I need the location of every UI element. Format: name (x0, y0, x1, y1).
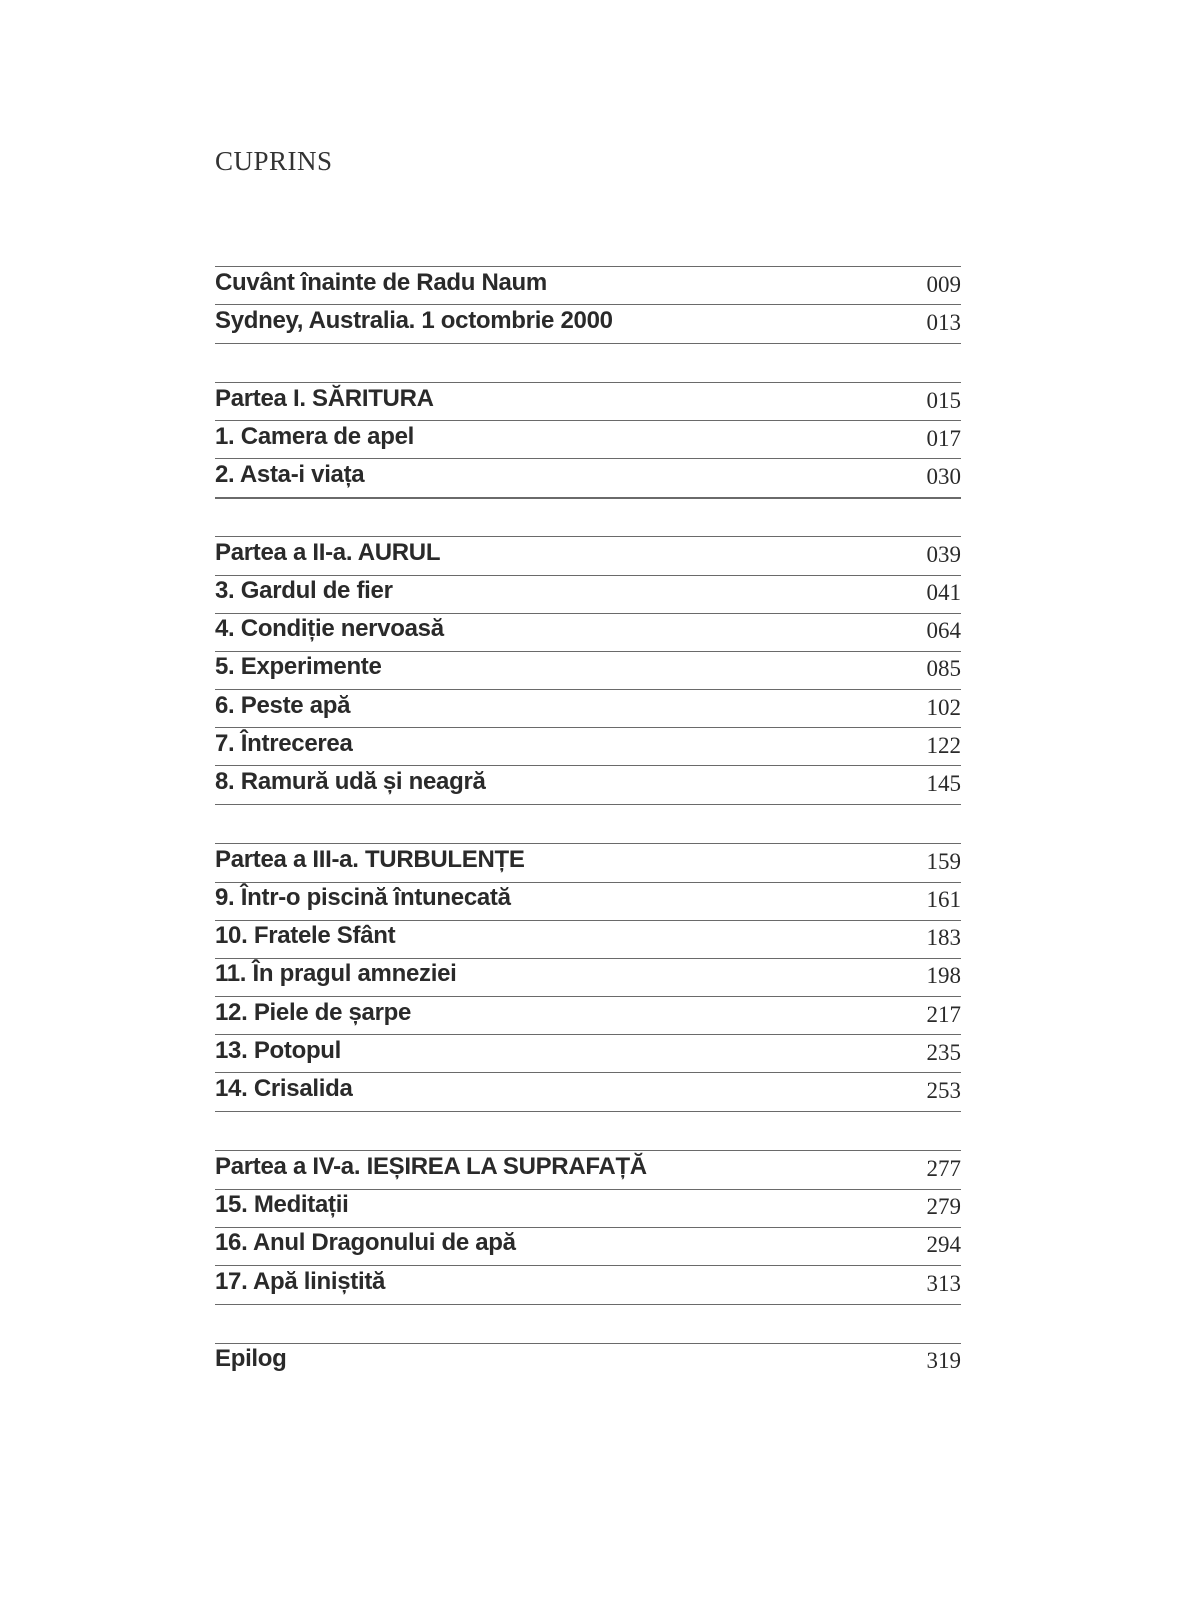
entry-page-number: 041 (926, 580, 961, 606)
entry-page-number: 064 (926, 618, 961, 644)
entry-page-number: 253 (926, 1078, 961, 1104)
entry-page-number: 235 (926, 1039, 961, 1065)
entry-page-number: 294 (926, 1232, 961, 1258)
entry-title: 1. Camera de apel (215, 422, 415, 450)
entry-title: Cuvânt înainte de Radu Naum (215, 268, 547, 296)
entry-page-number: 183 (926, 925, 961, 951)
toc-entry[interactable] (215, 727, 961, 765)
entry-title: 9. Într-o piscină întunecată (215, 884, 511, 912)
entry-title: 2. Asta-i viața (215, 461, 365, 489)
entry-title: 13. Potopul (215, 1036, 342, 1064)
entry-title: 6. Peste apă (215, 691, 351, 719)
entry-page-number: 319 (926, 1348, 961, 1374)
entry-page-number: 017 (926, 425, 961, 451)
toc-entry[interactable] (215, 458, 961, 498)
entry-page-number: 313 (926, 1270, 961, 1296)
toc-entry[interactable] (215, 1265, 961, 1305)
entry-page-number: 161 (926, 887, 961, 913)
toc-section (215, 843, 961, 1112)
entry-title: 17. Apă liniștită (215, 1267, 386, 1295)
entry-page-number: 039 (926, 541, 961, 567)
entry-page-number: 015 (926, 387, 961, 413)
toc-entry[interactable] (215, 382, 961, 420)
entry-title: 16. Anul Dragonului de apă (215, 1229, 516, 1257)
entry-page-number: 013 (926, 310, 961, 336)
entry-title: 4. Condiție nervoasă (215, 615, 444, 643)
toc-entry[interactable] (215, 958, 961, 996)
entry-page-number: 145 (926, 771, 961, 797)
entry-title: 3. Gardul de fier (215, 577, 393, 605)
entry-page-number: 279 (926, 1194, 961, 1220)
toc-entry[interactable] (215, 1072, 961, 1112)
toc-entry[interactable] (215, 613, 961, 651)
toc-entry[interactable] (215, 689, 961, 727)
entry-page-number: 198 (926, 963, 961, 989)
toc-entry[interactable] (215, 304, 961, 344)
toc-entry[interactable] (215, 920, 961, 958)
entry-page-number: 085 (926, 656, 961, 682)
toc-entry[interactable] (215, 1343, 961, 1381)
toc-section (215, 382, 961, 498)
toc-section (215, 1150, 961, 1304)
toc-entry[interactable] (215, 420, 961, 458)
toc-entry[interactable] (215, 882, 961, 920)
toc-section (215, 536, 961, 805)
entry-page-number: 277 (926, 1155, 961, 1181)
toc-entry[interactable] (215, 651, 961, 689)
entry-title: Partea a II-a. AURUL (215, 538, 441, 566)
toc-section (215, 1343, 961, 1381)
entry-title: Partea I. SĂRITURA (215, 384, 434, 412)
entry-page-number: 159 (926, 848, 961, 874)
toc-entry[interactable] (215, 843, 961, 881)
entry-title: 14. Crisalida (215, 1075, 353, 1103)
toc-entry[interactable] (215, 765, 961, 805)
entry-title: 15. Meditații (215, 1191, 349, 1219)
toc-entry[interactable] (215, 575, 961, 613)
entry-title: 10. Fratele Sfânt (215, 922, 396, 950)
table-of-contents (215, 266, 961, 1419)
page-title: CUPRINS (215, 146, 333, 176)
toc-entry[interactable] (215, 1189, 961, 1227)
entry-page-number: 102 (926, 694, 961, 720)
toc-entry[interactable] (215, 1150, 961, 1188)
divider-line (215, 498, 961, 536)
entry-title: 7. Întrecerea (215, 729, 353, 757)
toc-section (215, 266, 961, 344)
entry-page-number: 009 (926, 271, 961, 297)
entry-title: 11. În pragul amneziei (215, 960, 457, 988)
entry-title: 8. Ramură udă și neagră (215, 768, 486, 796)
toc-entry[interactable] (215, 1034, 961, 1072)
entry-page-number: 122 (926, 732, 961, 758)
toc-entry[interactable] (215, 996, 961, 1034)
entry-title: Partea a IV-a. IEȘIREA LA SUPRAFAȚĂ (215, 1152, 647, 1180)
entry-page-number: 030 (926, 464, 961, 490)
entry-title: Epilog (215, 1345, 287, 1373)
toc-entry[interactable] (215, 266, 961, 304)
entry-title: 5. Experimente (215, 653, 382, 681)
toc-entry[interactable] (215, 1227, 961, 1265)
entry-page-number: 217 (926, 1001, 961, 1027)
entry-title: Partea a III-a. TURBULENȚE (215, 845, 525, 873)
entry-title: Sydney, Australia. 1 octombrie 2000 (215, 307, 613, 335)
entry-title: 12. Piele de șarpe (215, 998, 412, 1026)
toc-entry[interactable] (215, 536, 961, 574)
